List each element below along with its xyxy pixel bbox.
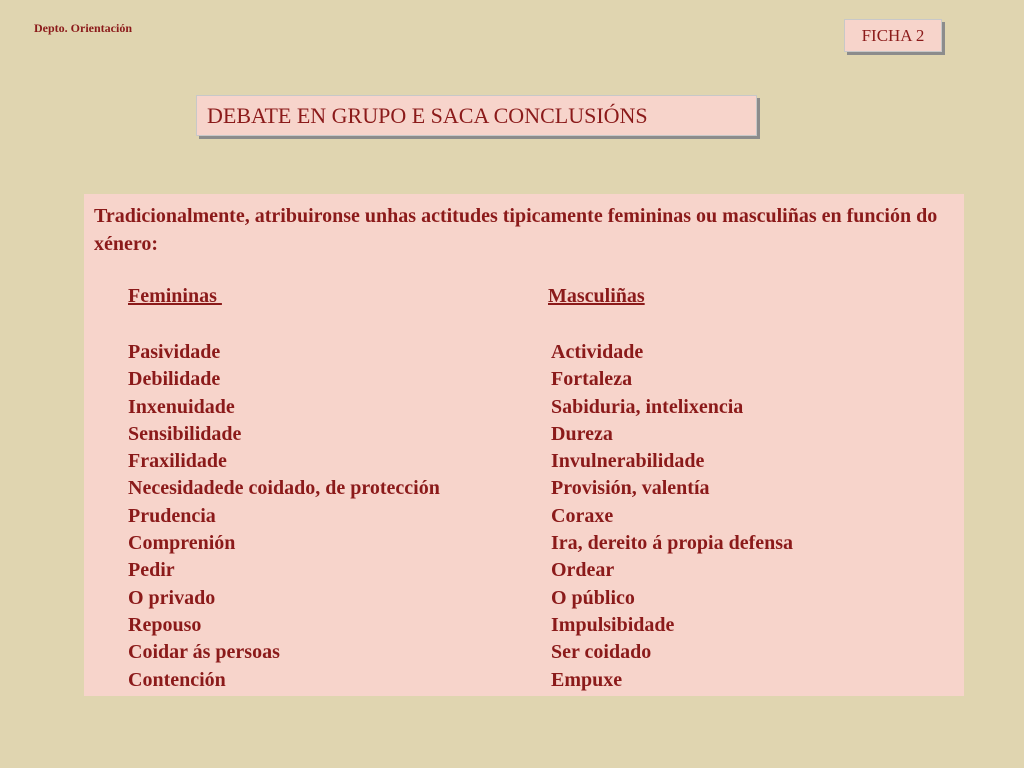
intro-text: Tradicionalmente, atribuironse unhas actitudes tipicamente femininas ou masculiñas en función do xénero: [94,205,938,255]
ficha-badge: FICHA 2 [844,19,942,52]
list-item: Provisión, valentía [551,477,710,500]
list-item: Comprenión [128,532,236,555]
list-item: Ordear [551,559,615,582]
list-item: Prudencia [128,504,216,527]
list-item: Inxenuidade [128,395,235,418]
list-item: Contención [128,668,226,691]
list-item: Sabiduria, intelixencia [551,395,744,418]
department-label: Depto. Orientación [34,21,132,35]
list-item: Ira, dereito á propia defensa [551,532,794,555]
femininas-header: Femininas [128,285,222,307]
content-panel [84,194,964,696]
masculinas-header: Masculiñas [548,285,645,307]
page-title: DEBATE EN GRUPO E SACA CONCLUSIÓNS [196,95,757,136]
list-item: Dureza [551,422,613,445]
masculinas-list [551,339,793,694]
femininas-list [128,339,440,694]
list-item: Invulnerabilidade [551,450,705,473]
list-item: Necesidadede coidado, de protección [128,477,440,500]
list-item: Coidar ás persoas [128,641,280,664]
list-item: Pedir [128,559,175,582]
list-item: Fortaleza [551,368,633,391]
list-item: Pasividade [128,341,221,363]
list-item: Sensibilidade [128,422,242,445]
list-item: Actividade [551,341,644,363]
list-item: O público [551,586,635,609]
list-item: Empuxe [551,668,623,691]
list-item: Debilidade [128,368,221,391]
list-item: Ser coidado [551,641,652,664]
list-item: O privado [128,586,216,609]
list-item: Impulsibidade [551,613,675,636]
list-item: Coraxe [551,504,614,527]
list-item: Repouso [128,613,202,636]
list-item: Fraxilidade [128,450,227,473]
